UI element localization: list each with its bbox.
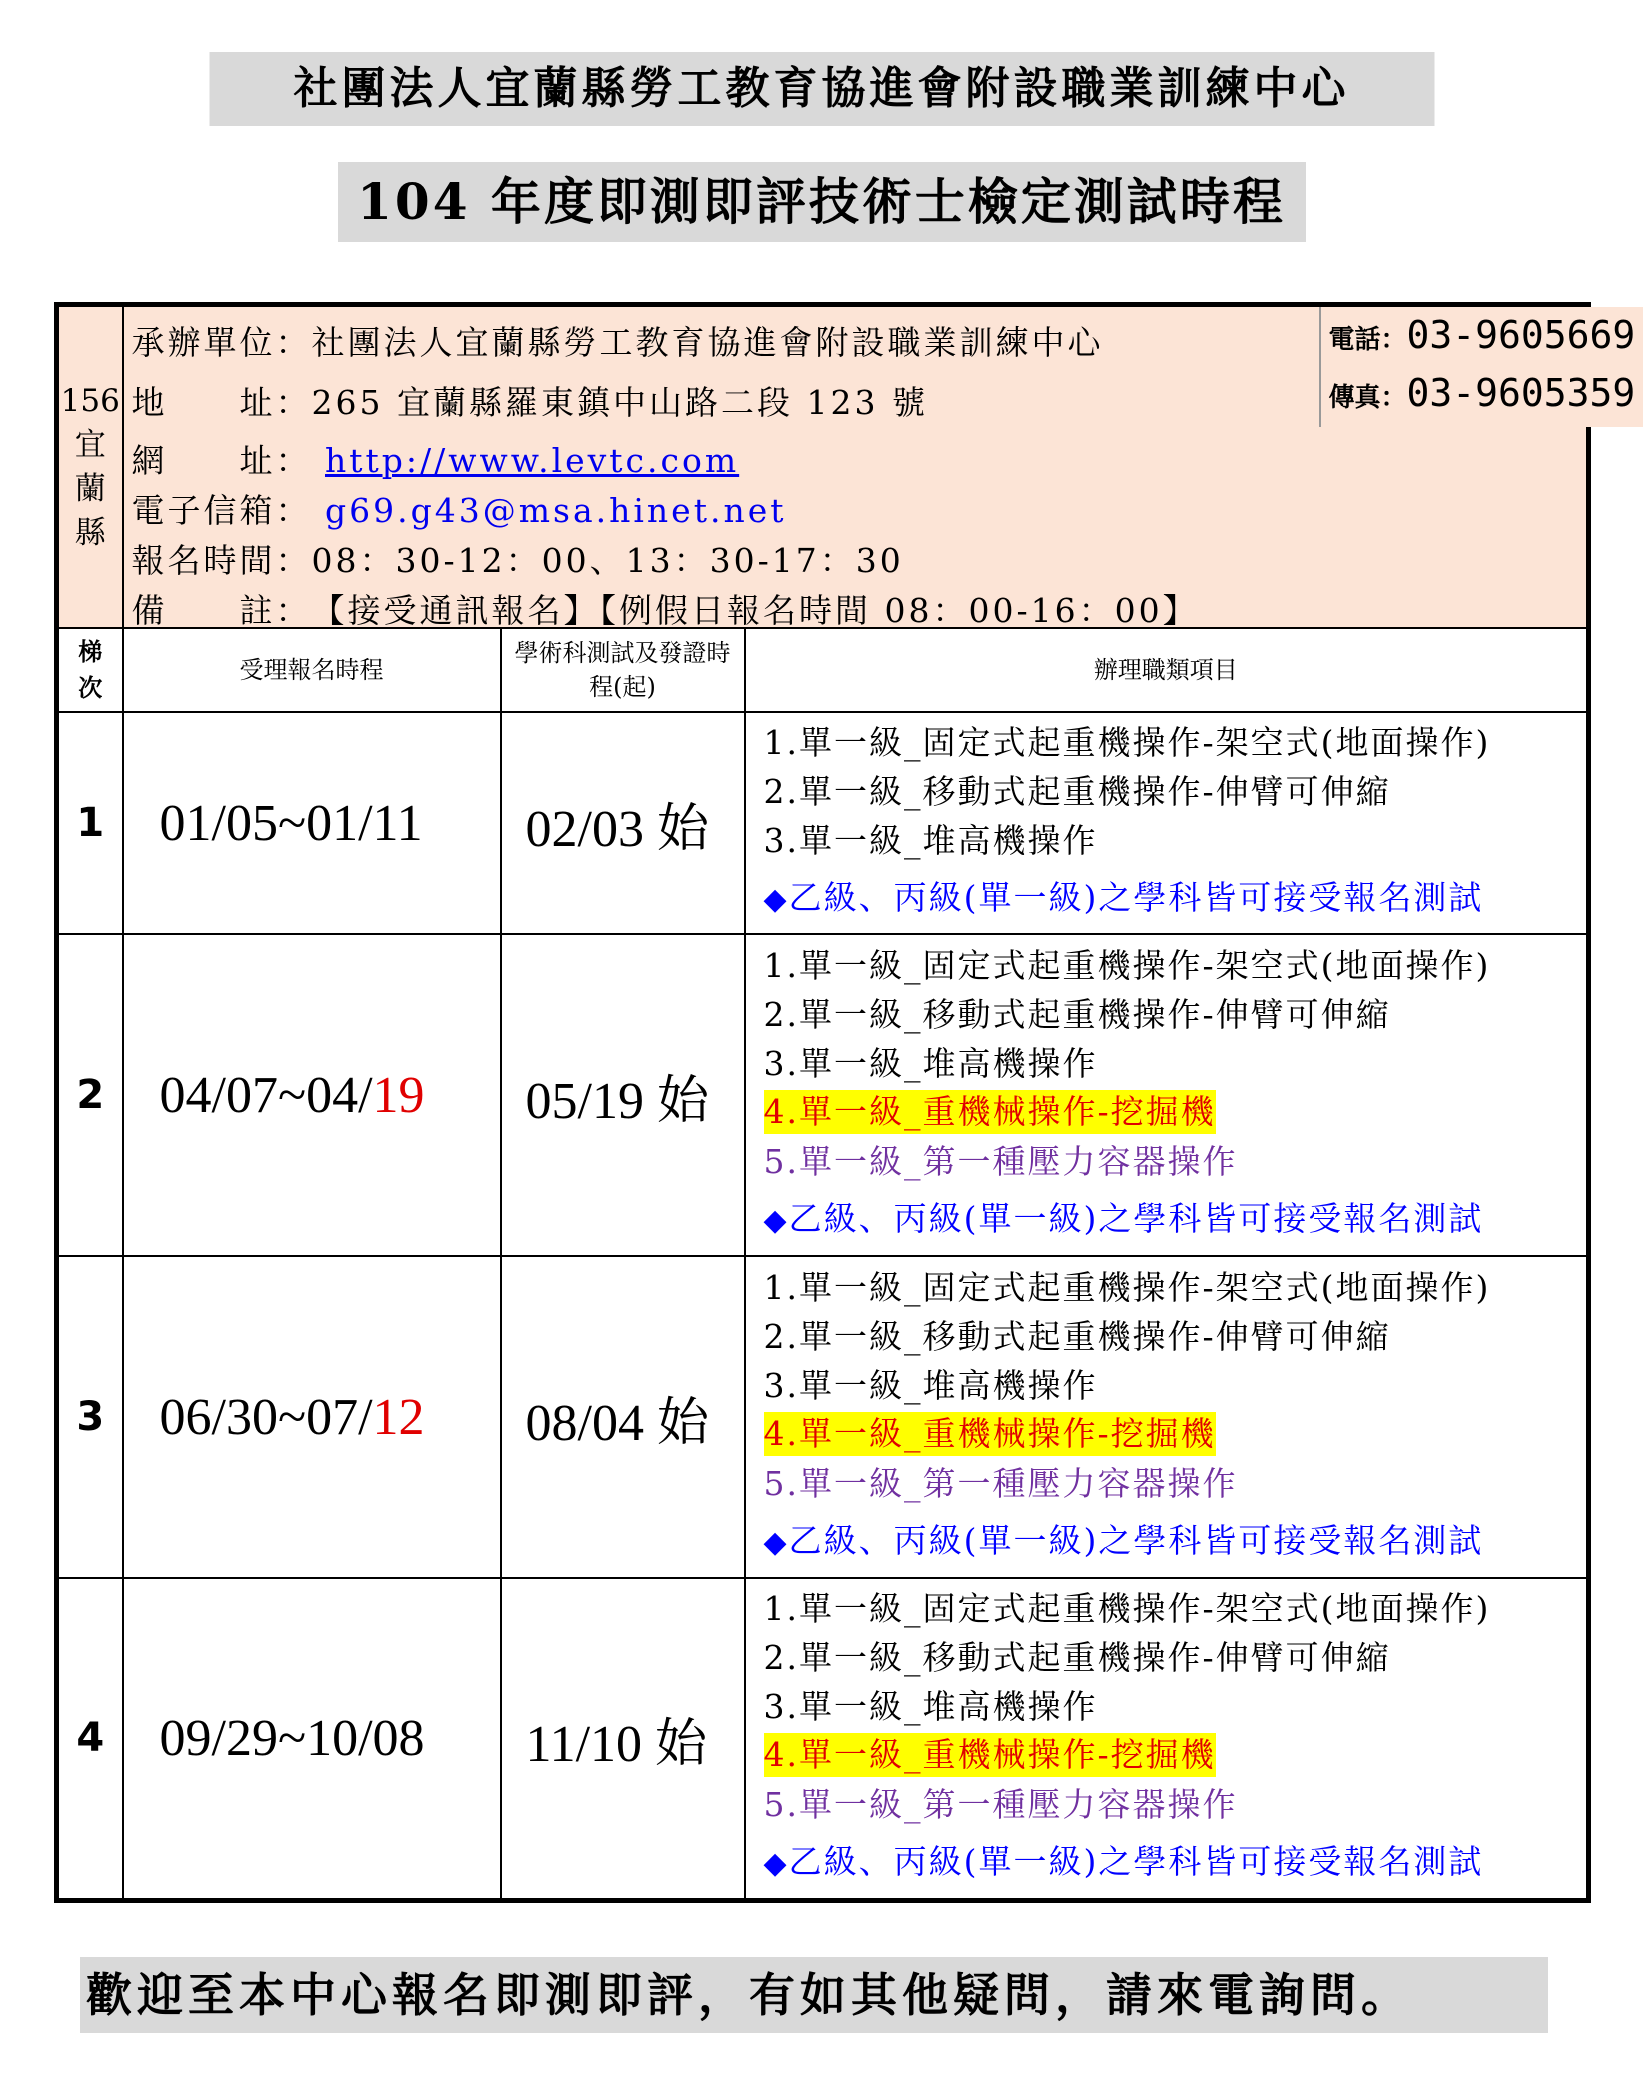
table-row [57, 934, 1589, 1256]
remark-value: 【接受通訊報名】【例假日報名時間 08：00-16：00】 [311, 591, 1199, 630]
hours-label: 報名時間： [131, 541, 312, 580]
schedule-title: 104 年度即測即評技術士檢定測試時程 [338, 162, 1306, 242]
tel-line [1329, 313, 1636, 357]
address-label: 地 址： [131, 383, 312, 422]
list-item: 3.單一級_堆高機操作 [763, 1044, 1098, 1083]
remark-label: 備 註： [131, 591, 312, 630]
diamond-icon: ◆ [763, 1525, 789, 1560]
diamond-icon: ◆ [763, 882, 789, 917]
email-line [132, 485, 787, 532]
highlighted-item: 4.單一級_重機械操作-挖掘機 [764, 1733, 1216, 1777]
schedule-table [54, 302, 1636, 1903]
exam-start: 05/19 始 [501, 934, 745, 1256]
address-value: 265 宜蘭縣羅東鎮中山路二段 123 號 [311, 383, 928, 422]
org-line [132, 317, 1104, 364]
round-number: 2 [57, 934, 123, 1256]
email-address: g69.g43@msa.hinet.net [325, 491, 787, 530]
org-label: 承辦單位： [131, 323, 312, 362]
tel-number: 03-9605669 [1406, 313, 1636, 357]
table-row [57, 1578, 1589, 1900]
county-char: 宜 [74, 427, 106, 463]
list-item: 3.單一級_堆高機操作 [763, 1366, 1098, 1405]
hours-line [132, 535, 904, 582]
footer-message: 歡迎至本中心報名即測即評，有如其他疑問，請來電詢問。 [80, 1957, 1548, 2033]
note-item: ◆乙級、丙級(單一級)之學科皆可接受報名測試 [763, 1521, 1484, 1560]
table-row [57, 1256, 1589, 1578]
exam-start: 11/10 始 [501, 1578, 745, 1900]
list-item: 2.單一級_移動式起重機操作-伸臂可伸縮 [763, 772, 1391, 811]
list-item: 5.單一級_第一種壓力容器操作 [763, 1142, 1238, 1181]
org-name: 社團法人宜蘭縣勞工教育協進會附設職業訓練中心 [311, 323, 1104, 362]
list-item: 2.單一級_移動式起重機操作-伸臂可伸縮 [763, 1317, 1391, 1356]
table-row [57, 712, 1589, 934]
list-item: 3.單一級_堆高機操作 [763, 1687, 1098, 1727]
job-items [745, 934, 1589, 1256]
note-item: ◆乙級、丙級(單一級)之學科皆可接受報名測試 [763, 1199, 1484, 1238]
list-item: 1.單一級_固定式起重機操作-架空式(地面操作) [763, 1589, 1491, 1629]
registration-period: 01/05~01/11 [123, 712, 501, 934]
highlighted-item: 4.單一級_重機械操作-挖掘機 [764, 1090, 1216, 1134]
website-link[interactable]: http://www.levtc.com [325, 441, 740, 480]
list-item: 5.單一級_第一種壓力容器操作 [763, 1464, 1238, 1503]
email-label: 電子信箱： [131, 491, 312, 530]
fax-number: 03-9605359 [1406, 371, 1636, 415]
address-line [132, 377, 928, 424]
header-row [57, 628, 1589, 712]
list-item: 3.單一級_堆高機操作 [763, 821, 1098, 860]
round-number: 1 [57, 712, 123, 934]
list-item: 1.單一級_固定式起重機操作-架空式(地面操作) [763, 946, 1491, 985]
fax-label: 傳真： [1328, 383, 1407, 413]
list-item: 1.單一級_固定式起重機操作-架空式(地面操作) [763, 723, 1491, 762]
county-char: 縣 [74, 515, 106, 551]
col-header-items: 辦理職類項目 [745, 628, 1589, 712]
col-header-registration: 受理報名時程 [123, 628, 501, 712]
phone-box [1319, 307, 1643, 427]
tel-label: 電話： [1328, 325, 1407, 355]
diamond-icon: ◆ [763, 1203, 789, 1238]
col-header-exam: 學術科測試及發證時程(起) [501, 628, 745, 712]
exam-start: 02/03 始 [501, 712, 745, 934]
registration-period: 09/29~10/08 [123, 1578, 501, 1900]
registration-period: 04/07~04/19 [123, 934, 501, 1256]
county-char: 蘭 [74, 471, 106, 507]
org-title: 社團法人宜蘭縣勞工教育協進會附設職業訓練中心 [209, 52, 1434, 126]
diamond-icon: ◆ [763, 1846, 789, 1882]
remark-line [132, 585, 1199, 632]
job-items [745, 1256, 1589, 1578]
county-code: 156 [60, 383, 120, 419]
col-header-round: 梯次 [57, 628, 123, 712]
list-item: 2.單一級_移動式起重機操作-伸臂可伸縮 [763, 1638, 1391, 1678]
list-item: 2.單一級_移動式起重機操作-伸臂可伸縮 [763, 995, 1391, 1034]
website-line [132, 435, 740, 482]
county-cell [57, 305, 123, 629]
list-item: 5.單一級_第一種壓力容器操作 [763, 1785, 1238, 1825]
registration-period: 06/30~07/12 [123, 1256, 501, 1578]
note-item: ◆乙級、丙級(單一級)之學科皆可接受報名測試 [763, 1842, 1484, 1882]
hours-value: 08：30-12：00、13：30-17：30 [311, 541, 904, 580]
exam-start: 08/04 始 [501, 1256, 745, 1578]
job-items [745, 712, 1589, 934]
note-item: ◆乙級、丙級(單一級)之學科皆可接受報名測試 [763, 878, 1484, 917]
job-items [745, 1578, 1589, 1900]
highlighted-item: 4.單一級_重機械操作-挖掘機 [764, 1412, 1216, 1456]
round-number: 3 [57, 1256, 123, 1578]
info-row [57, 305, 1589, 629]
fax-line [1329, 371, 1636, 415]
round-number: 4 [57, 1578, 123, 1900]
website-label: 網 址： [131, 441, 312, 480]
contact-info-cell [123, 305, 1636, 630]
list-item: 1.單一級_固定式起重機操作-架空式(地面操作) [763, 1268, 1491, 1307]
